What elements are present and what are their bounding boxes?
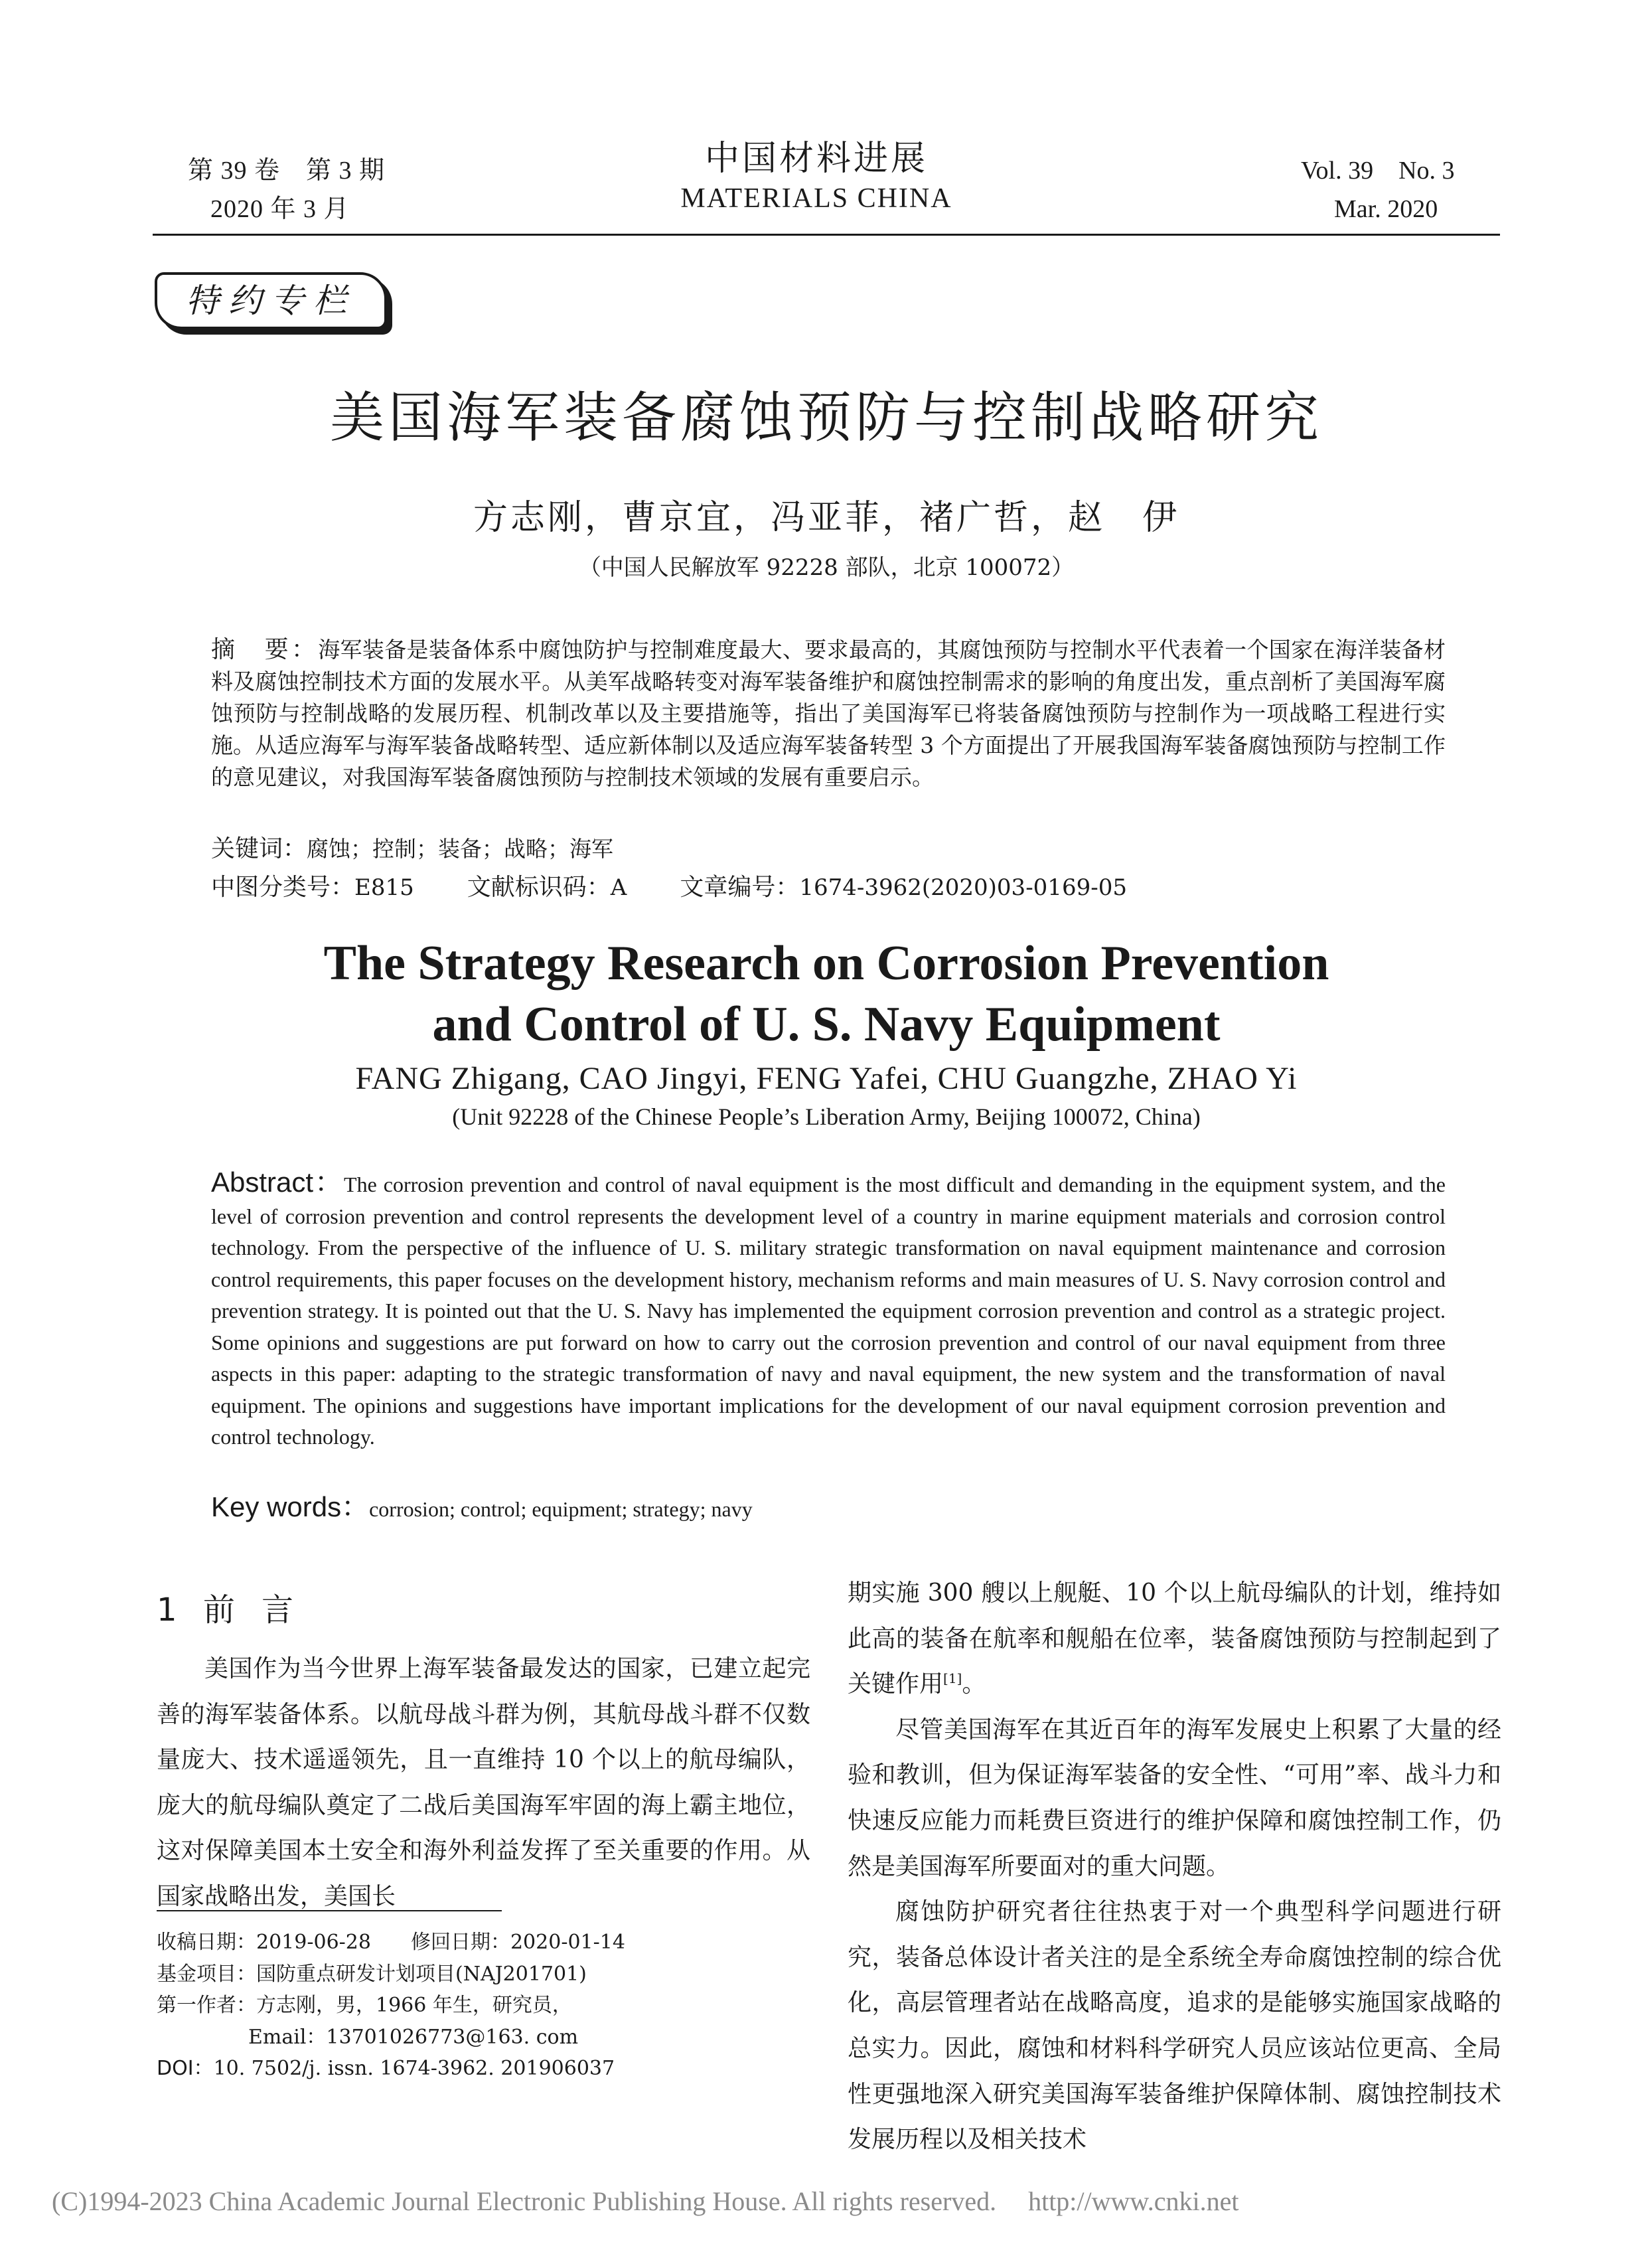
abstract-zh-label: 摘 要： xyxy=(211,636,319,663)
footnote-dates: 收稿日期：2019-06-28 修回日期：2020-01-14 xyxy=(157,1931,625,1954)
section-number: 1 xyxy=(157,1591,179,1629)
body-paragraph: 美国作为当今世界上海军装备最发达的国家，已建立起完善的海军装备体系。以航母战斗群为例，其航母战斗群不仅数量庞大、技术遥遥领先，且一直维持 10 个以上的航母编队，庞大的航母编队奠定了二战后美国海军牢固的海上霸主地位，这对保障美国本土安全和海外利益发挥了至关重要的作用。从国家战略出发，美国长 xyxy=(157,1655,810,1910)
doc-code-label: 文献标识码： xyxy=(467,874,611,901)
cnki-url: http://www.cnki.net xyxy=(1028,2186,1239,2216)
abstract-zh-text: 海军装备是装备体系中腐蚀防护与控制难度最大、要求最高的，其腐蚀预防与控制水平代表着一个国家在海洋装备材料及腐蚀控制技术方面的发展水平。从美军战略转变对海军装备维护和腐蚀控制需求的影响的角度出发，重点剖析了美国海军腐蚀预防与控制战略的发展历程、机制改革以及主要措施等，指出了美国海军已将装备腐蚀预防与控制作为一项战略工程进行实施。从适应海军与海军装备战略转型、适应新体制以及适应海军装备转型 3 个方面提出了开展我国海军装备腐蚀预防与控制工作的意见建议，对我国海军装备腐蚀预防与控制技术领域的发展有重要启示。 xyxy=(211,637,1446,790)
classification-line xyxy=(211,871,1127,904)
abstract-en-label: Abstract： xyxy=(211,1166,344,1198)
keywords-zh-label: 关键词： xyxy=(211,835,307,862)
journal-issue-info xyxy=(188,151,385,228)
footnote-author: 第一作者：方志刚，男，1966 年生，研究员， xyxy=(157,1994,572,2017)
affiliation-en: (Unit 92228 of the Chinese People’s Liberation Army, Beijing 100072, China) xyxy=(452,1103,1201,1130)
author-email: Email：13701026773@163. com xyxy=(248,2025,579,2049)
affiliation-zh: （中国人民解放军 92228 部队，北京 100072） xyxy=(578,554,1075,581)
journal-title-zh: 中国材料进展 xyxy=(704,139,928,179)
section-heading xyxy=(157,1587,320,1633)
header-rule xyxy=(153,234,1500,236)
clc-value: E815 xyxy=(354,874,414,901)
section-title: 前言 xyxy=(203,1591,321,1629)
citation-ref: [1] xyxy=(943,1670,962,1687)
paper-title-zh: 美国海军装备腐蚀预防与控制战略研究 xyxy=(329,386,1323,449)
abstract-en xyxy=(211,1166,1446,1453)
fund-project: 国防重点研发计划项目(NAJ201701) xyxy=(256,1962,587,1986)
keywords-en-label: Key words： xyxy=(211,1491,370,1522)
doi-value: 10. 7502/j. issn. 1674-3962. 201906037 xyxy=(213,2057,615,2080)
body-paragraph-continued: 期实施 300 艘以上舰艇、10 个以上航母编队的计划，维持如此高的装备在航率和舰船在位率，装备腐蚀预防与控制起到了关键作用[1]。 xyxy=(848,1579,1501,1698)
volume-en: Vol. 39 No. 3 xyxy=(1301,157,1455,185)
journal-title-en: MATERIALS CHINA xyxy=(680,183,952,214)
keywords-zh xyxy=(211,833,613,865)
revised-date: 2020-01-14 xyxy=(510,1931,625,1954)
copyright-footer xyxy=(52,2183,1605,2220)
received-date: 2019-06-28 xyxy=(256,1931,371,1954)
copyright-text: (C)1994-2023 China Academic Journal Electronic Publishing House. All rights reserved. xyxy=(52,2186,997,2216)
footnote-email xyxy=(157,2022,820,2053)
clc-label: 中图分类号： xyxy=(211,874,355,901)
authors-zh: 方志刚，曹京宜，冯亚菲，褚广哲，赵 伊 xyxy=(473,498,1179,538)
volume-issue-zh: 第 39 卷 第 3 期 xyxy=(188,157,386,185)
abstract-en-text: The corrosion prevention and control of naval equipment is the most difficult and demanding in the equipment system, and the level of corrosion prevention and control represents the development level of a country in marine equipment materials and corrosion control technology. From the perspective of the influence of U. S. military strategic transformation on naval equipment maintenance and corrosion control requirements, this paper focuses on the development history, mechanism reforms and main measures of U. S. Navy corrosion control and prevention strategy. It is pointed out that the U. S. Navy has implemented the equipment corrosion prevention and control as a strategic project. Some opinions and suggestions are put forward on how to carry out the corrosion prevention and control of our naval equipment from three aspects in this paper: adapting to the strategic transformation of navy and naval equipment, the new system and the transformation of naval equipment. The opinions and suggestions have important implications for the development of our naval equipment corrosion prevention and control technology. xyxy=(211,1172,1446,1449)
footnote-fund: 基金项目：国防重点研发计划项目(NAJ201701) xyxy=(157,1962,587,1986)
footnote-rule xyxy=(157,1910,502,1911)
authors-en: FANG Zhigang, CAO Jingyi, FENG Yafei, CHU Guangzhe, ZHAO Yi xyxy=(355,1061,1298,1096)
date-zh: 2020 年 3 月 xyxy=(210,195,350,223)
footnote-doi: DOI：10. 7502/j. issn. 1674-3962. 201906037 xyxy=(157,2057,615,2080)
article-number-label: 文章编号： xyxy=(680,874,800,901)
doc-code-value: A xyxy=(610,874,627,901)
journal-title xyxy=(627,137,1006,216)
paper-title-en xyxy=(153,933,1500,1055)
body-paragraph: 腐蚀防护研究者往往热衷于对一个典型科学问题进行研究，装备总体设计者关注的是全系统全寿命腐蚀控制的综合优化，高层管理者站在战略高度，追求的是能够实施国家战略的总实力。因此，腐蚀和材料科学研究人员应该站位更高、全局性更强地深入研究美国海军装备维护保障体制、腐蚀控制技术发展历程以及相关技术 xyxy=(848,1898,1501,2154)
keywords-zh-text: 腐蚀；控制；装备；战略；海军 xyxy=(307,836,614,862)
keywords-en-text: corrosion; control; equipment; strategy; navy xyxy=(369,1497,753,1521)
special-column-banner: 特约专栏 xyxy=(155,272,387,329)
paper-title-en-line2: and Control of U. S. Navy Equipment xyxy=(432,997,1221,1052)
body-paragraph: 尽管美国海军在其近百年的海军发展史上积累了大量的经验和教训，但为保证海军装备的安全性、“可用”率、战斗力和快速反应能力而耗费巨资进行的维护保障和腐蚀控制工作，仍然是美国海军所要面对的重大问题。 xyxy=(848,1716,1501,1880)
journal-volume-info xyxy=(1301,151,1455,228)
footnotes xyxy=(157,1927,820,2085)
abstract-zh xyxy=(211,634,1446,793)
date-en: Mar. 2020 xyxy=(1334,195,1438,223)
keywords-en xyxy=(211,1490,753,1526)
paper-title-en-line1: The Strategy Research on Corrosion Prevention xyxy=(323,936,1329,991)
body-column-right xyxy=(848,1571,1501,2163)
first-author: 方志刚，男，1966 年生，研究员， xyxy=(256,1994,572,2017)
body-column-left xyxy=(157,1647,810,1920)
article-number-value: 1674-3962(2020)03-0169-05 xyxy=(799,874,1127,901)
